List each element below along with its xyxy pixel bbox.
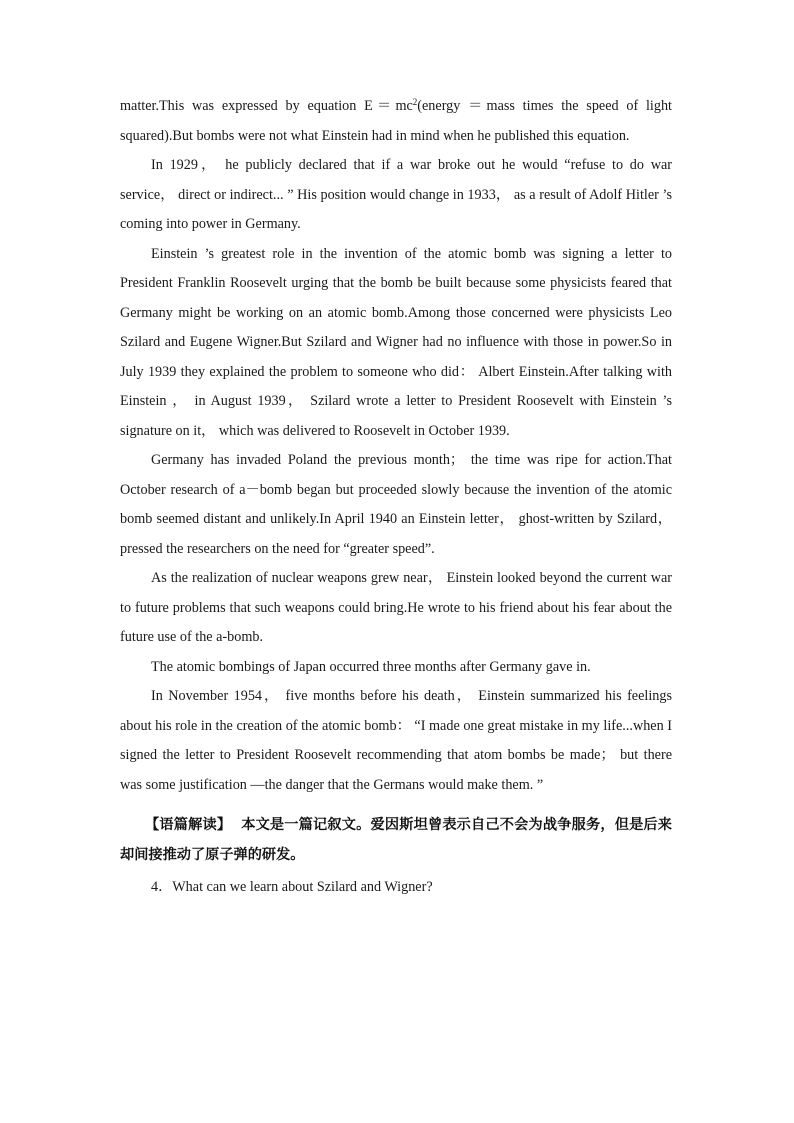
document-page	[120, 92, 672, 902]
paragraph-equation-pre: matter.This was expressed by equation E＝mc	[120, 98, 413, 114]
paragraph-germany-invaded: Germany has invaded Poland the previous month； the time was ripe for action.That October research of a－bomb began but proceeded slowly because the invention of the atomic bomb seemed distant and unlikely.In April 1940 an Einstein letter， ghost-written by Szilard， pressed the researchers on the need for “greater speed”.	[120, 452, 672, 557]
paragraph-realization: As the realization of nuclear weapons grew near， Einstein looked beyond the current war to future problems that such weapons could bring.He wrote to his friend about his fear about the future use of the a-bomb.	[120, 570, 672, 645]
paragraph-letter: Einstein ’s greatest role in the invention of the atomic bomb was signing a letter to President Franklin Roosevelt urging that the bomb be built because some physicists feared that Germany might be working on an atomic bomb.Among those concerned were physicists Leo Szilard and Eugene Wigner.But Szilard and Wigner had no influence with those in power.So in July 1939 they explained the problem to someone who did： Albert Einstein.After talking with Einstein ， in August 1939， Szilard wrote a letter to President Roosevelt with Einstein ’s signature on it， which was delivered to Roosevelt in October 1939.	[120, 245, 672, 439]
question-4: 4．What can we learn about Szilard and Wigner?	[151, 879, 433, 895]
discourse-analysis-note	[120, 810, 672, 870]
paragraph-equation	[120, 92, 672, 151]
superscript-2: 2	[412, 97, 418, 107]
paragraph-equation-post: (energy ＝mass times the speed of light squared).But bombs were not what Einstein had in mind when he published this equation.	[120, 98, 672, 144]
note-label: 【语篇解读】	[145, 817, 232, 833]
paragraph-november-1954: In November 1954， five months before his death， Einstein summarized his feelings about his role in the creation of the atomic bomb： “I made one great mistake in my life...when I signed the letter to President Roosevelt recommending that atom bombs be made； but there was some justification —the danger that the Germans would make them. ”	[120, 688, 672, 793]
paragraph-1929: In 1929， he publicly declared that if a war broke out he would “refuse to do war service， direct or indirect... ” His position would change in 1933， as a result of Adolf Hitler ’s coming into power in Germany.	[120, 157, 672, 232]
note-text: 本文是一篇记叙文。爱因斯坦曾表示自己不会为战争服务，但是后来却间接推动了原子弹的研发。	[120, 817, 672, 863]
paragraph-bombings: The atomic bombings of Japan occurred three months after Germany gave in.	[151, 658, 591, 675]
